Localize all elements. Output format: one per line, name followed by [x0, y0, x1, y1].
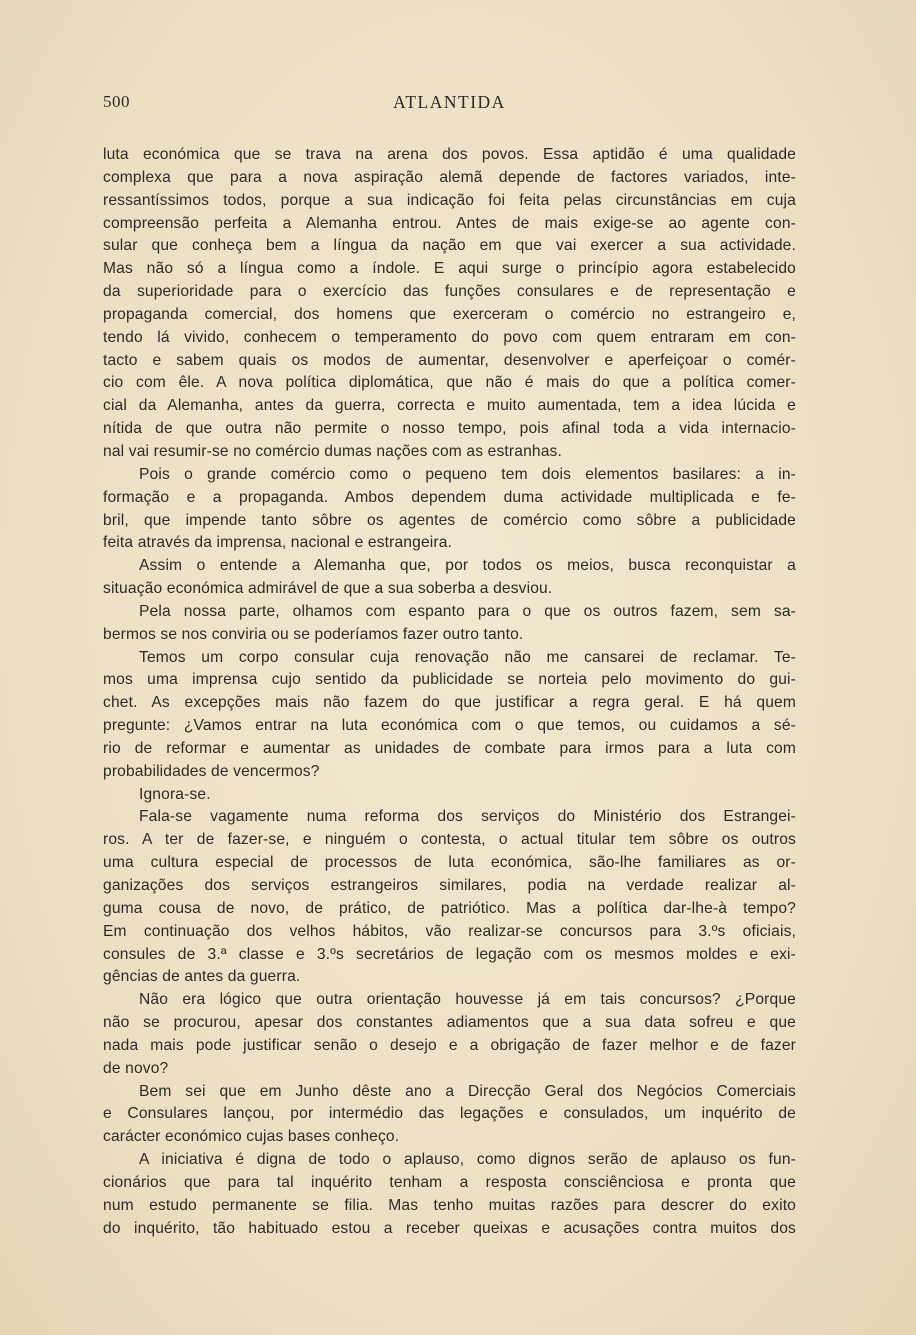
text-line: Em continuação dos velhos hábitos, vão realizar-se concursos para 3.ºs oficiais,: [103, 922, 796, 940]
text-line: formação e a propaganda. Ambos dependem duma actividade multiplicada e fe-: [103, 488, 796, 506]
text-line: nada mais pode justificar senão o desejo e a obrigação de fazer melhor e de fazer: [103, 1036, 796, 1054]
text-line: cial da Alemanha, antes da guerra, correcta e muito aumentada, tem a idea lúcida e: [103, 397, 796, 415]
text-line: Pela nossa parte, olhamos com espanto para o que os outros fazem, sem sa-: [139, 602, 796, 620]
text-line: carácter económico cujas bases conheço.: [103, 1128, 400, 1146]
text-line: nal vai resumir-se no comércio dumas nações com as estranhas.: [103, 442, 562, 460]
text-line: tendo lá vivido, conhecem o temperamento do povo com quem entraram em con-: [103, 328, 796, 346]
text-line: A iniciativa é digna de todo o aplauso, como dignos serão de aplauso os fun-: [139, 1151, 796, 1169]
text-line: complexa que para a nova aspiração alemã depende de factores variados, inte-: [103, 168, 796, 186]
text-line: da superioridade para o exercício das funções consulares e de representação e: [103, 283, 796, 301]
running-title: ATLANTIDA: [393, 92, 506, 112]
text-line: ganizações dos serviços estrangeiros similares, podia na verdade realizar al-: [103, 877, 796, 894]
text-line: bermos se nos conviria ou se poderíamos fazer outro tanto.: [103, 625, 524, 643]
text-line: Assim o entende a Alemanha que, por todos os meios, busca reconquistar a: [139, 557, 796, 575]
text-line: pregunte: ¿Vamos entrar na luta económica com o que temos, ou cuidamos a sé-: [103, 717, 796, 735]
text-line: não se procurou, apesar dos constantes adiamentos que a sua data sofreu e que: [103, 1014, 796, 1032]
text-line: guma cousa de novo, de prático, de patriótico. Mas a política dar-lhe-à tempo?: [103, 899, 796, 917]
text-line: Bem sei que em Junho dêste ano a Direcção Geral dos Negócios Comerciais: [139, 1082, 796, 1100]
text-line: feita através da imprensa, nacional e estrangeira.: [103, 534, 453, 552]
text-line: Não era lógico que outra orientação houvesse já em tais concursos? ¿Porque: [139, 991, 796, 1009]
text-line: consules de 3.ª classe e 3.ºs secretários de legação com os mesmos moldes e exi-: [103, 945, 796, 963]
text-line: sular que conheça bem a língua da nação em que vai exercer a sua actividade.: [103, 237, 796, 255]
text-line: Fala-se vagamente numa reforma dos serviços do Ministério dos Estrangei-: [139, 808, 796, 826]
text-line: Ignora-se.: [139, 785, 211, 803]
text-line: e Consulares lançou, por intermédio das legações e consulados, um inquérito de: [103, 1105, 796, 1123]
text-line: rio de reformar e aumentar as unidades de combate para irmos para a luta com: [103, 739, 796, 757]
text-line: ros. A ter de fazer-se, e ninguém o contesta, o actual titular tem sôbre os outros: [103, 831, 796, 849]
text-line: propaganda comercial, dos homens que exerceram o comércio no estrangeiro e,: [103, 305, 796, 323]
text-line: num estudo permanente se filia. Mas tenho muitas razões para descrer do exito: [103, 1196, 796, 1214]
text-line: situação económica admirável de que a sua soberba a desviou.: [103, 580, 553, 598]
text-line: gências de antes da guerra.: [103, 968, 301, 986]
text-line: ressantíssimos todos, porque a sua indicação foi feita pelas circunstâncias em cuja: [103, 191, 796, 209]
text-line: do inquérito, tão habituado estou a receber queixas e acusações contra muitos dos: [103, 1219, 796, 1237]
page-number: 500: [103, 92, 130, 111]
text-line: Temos um corpo consular cuja renovação não me cansarei de reclamar. Te-: [139, 648, 796, 666]
text-line: luta económica que se trava na arena dos povos. Essa aptidão é uma qualidade: [103, 146, 796, 163]
page-header: [103, 92, 796, 116]
text-line: chet. As excepções mais não fazem do que justificar a regra geral. E há quem: [103, 694, 796, 712]
text-line: cionários que para tal inquérito tenham a resposta consciênciosa e pronta que: [103, 1173, 796, 1191]
text-line: cio com êle. A nova política diplomática, que não é mais do que a política comer-: [103, 374, 796, 392]
text-line: mos uma imprensa cujo sentido da publicidade se norteia pelo movimento do gui-: [103, 671, 796, 689]
text-line: tacto e sabem quais os modos de aumentar, desenvolver e aperfeiçoar o comér-: [103, 351, 796, 369]
text-line: Pois o grande comércio como o pequeno tem dois elementos basilares: a in-: [139, 465, 796, 483]
text-line: de novo?: [103, 1059, 169, 1077]
text-line: probabilidades de vencermos?: [103, 762, 320, 780]
text-line: uma cultura especial de processos de luta económica, são-lhe familiares as or-: [103, 854, 796, 872]
text-line: Mas não só a língua como a índole. E aqui surge o princípio agora estabelecido: [103, 260, 796, 278]
text-line: nítida de que outra não permite o nosso tempo, pois afinal toda a vida internacio-: [103, 420, 796, 438]
text-line: compreensão perfeita a Alemanha entrou. Antes de mais exige-se ao agente con-: [103, 214, 796, 232]
text-line: bril, que impende tanto sôbre os agentes de comércio como sôbre a publicidade: [103, 511, 796, 529]
body-text: [103, 144, 796, 1241]
